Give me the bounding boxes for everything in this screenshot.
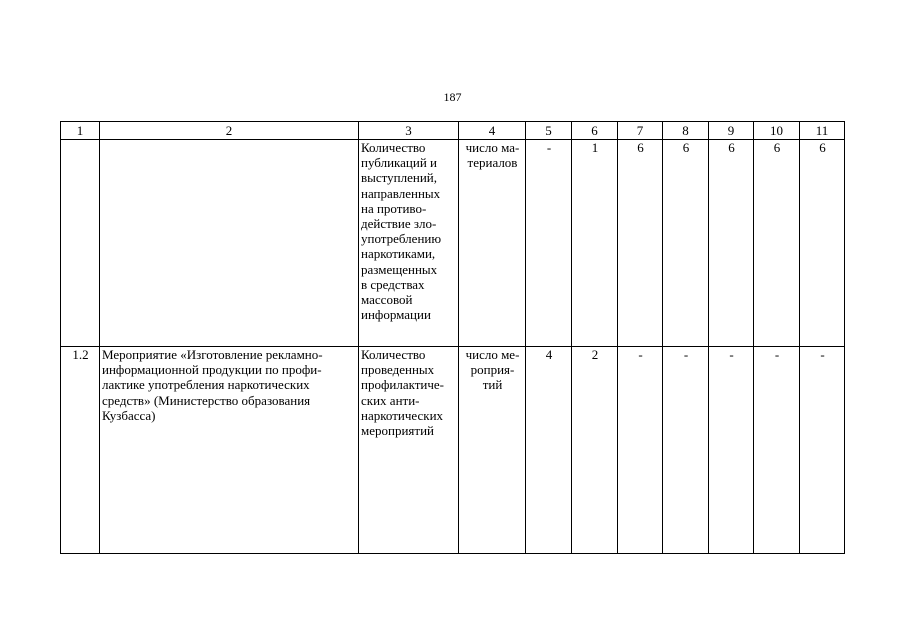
header-cell: 1 — [61, 122, 100, 140]
value-cell: 2 — [572, 347, 618, 554]
header-cell: 4 — [459, 122, 526, 140]
row-number — [61, 140, 100, 347]
value-cell: 6 — [618, 140, 663, 347]
unit-cell: число ме- роприя- тий — [459, 347, 526, 554]
value-cell: 4 — [526, 347, 572, 554]
table-row — [61, 140, 845, 347]
header-cell: 6 — [572, 122, 618, 140]
value-cell: 6 — [800, 140, 845, 347]
header-row — [61, 122, 845, 140]
event-cell: Мероприятие «Изготовление рекламно- информационной продукции по профи- лактике употребления наркотических средств» (Министерство образования Кузбасса) — [100, 347, 359, 554]
header-cell: 10 — [754, 122, 800, 140]
table-row — [61, 347, 845, 554]
value-cell: - — [526, 140, 572, 347]
header-cell: 9 — [709, 122, 754, 140]
header-cell: 3 — [359, 122, 459, 140]
header-cell: 8 — [663, 122, 709, 140]
page-number: 187 — [443, 90, 462, 104]
header-cell: 2 — [100, 122, 359, 140]
value-cell: 6 — [709, 140, 754, 347]
value-cell: - — [618, 347, 663, 554]
value-cell: - — [663, 347, 709, 554]
header-cell: 7 — [618, 122, 663, 140]
unit-cell: число ма- териалов — [459, 140, 526, 347]
indicators-table — [60, 121, 845, 554]
header-cell: 11 — [800, 122, 845, 140]
indicator-cell: Количество публикаций и выступлений, направленных на противо- действие зло- употреблению наркотиками, размещенных в средствах массовой информации — [359, 140, 459, 347]
header-cell: 5 — [526, 122, 572, 140]
indicator-cell: Количество проведенных профилактиче- ских анти- наркотических мероприятий — [359, 347, 459, 554]
value-cell: 6 — [754, 140, 800, 347]
value-cell: - — [754, 347, 800, 554]
event-cell — [100, 140, 359, 347]
value-cell: 1 — [572, 140, 618, 347]
row-number: 1.2 — [61, 347, 100, 554]
value-cell: - — [709, 347, 754, 554]
value-cell: - — [800, 347, 845, 554]
value-cell: 6 — [663, 140, 709, 347]
